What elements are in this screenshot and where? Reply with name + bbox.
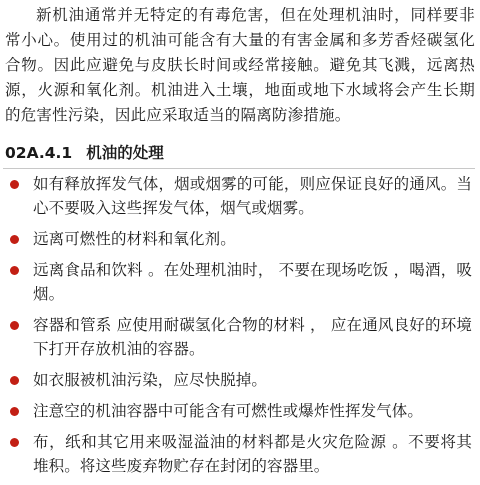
bullet-text: 远离可燃性的材料和氧化剂。 [33,230,236,248]
bullet-item [0,368,480,392]
bullet-item [0,172,480,220]
bullet-text: 容器和管系 应使用耐碳氢化合物的材料 ， 应在通风良好的环境下打开存放机油的容器。 [33,316,472,358]
section-heading [5,142,475,164]
bullet-dot-icon [10,376,19,385]
bullet-dot-icon [10,266,19,275]
bullet-list [0,172,480,485]
section-title: 机油的处理 [86,144,164,162]
bullet-dot-icon [10,180,19,189]
bullet-text: 如衣服被机油污染，应尽快脱掉。 [33,371,268,389]
intro-paragraph: 新机油通常并无特定的有毒危害，但在处理机油时，同样要非常小心。使用过的机油可能含有大量的有害金属和多芳香烃碳氢化合物。因此应避免与皮肤长时间或经常接触。避免其飞溅，远离热源，火源和氧化剂。机油进入土壤，地面或地下水域将会产生长期的危害性污染，因此应采取适当的隔离防渗措施。 [5,6,475,124]
bullet-item [0,258,480,306]
bullet-dot-icon [10,407,19,416]
bullet-item [0,313,480,361]
bullet-text: 布，纸和其它用来吸湿溢油的材料都是火灾危险源 。不要将其堆积。将这些废弃物贮存在封闭的容器里。 [33,433,472,475]
bullet-dot-icon [10,438,19,447]
bullet-item [0,399,480,423]
heading-divider [3,168,475,169]
bullet-text: 注意空的机油容器中可能含有可燃性或爆炸性挥发气体。 [33,402,424,420]
section-number: 02A.4.1 [5,144,73,162]
bullet-text: 远离食品和饮料 。在处理机油时， 不要在现场吃饭 ，喝酒，吸烟。 [33,261,472,303]
bullet-item [0,227,480,251]
bullet-item [0,430,480,478]
bullet-dot-icon [10,235,19,244]
bullet-dot-icon [10,321,19,330]
bullet-text: 如有释放挥发气体，烟或烟雾的可能，则应保证良好的通风。当心不要吸入这些挥发气体，烟气或烟雾。 [33,175,472,217]
